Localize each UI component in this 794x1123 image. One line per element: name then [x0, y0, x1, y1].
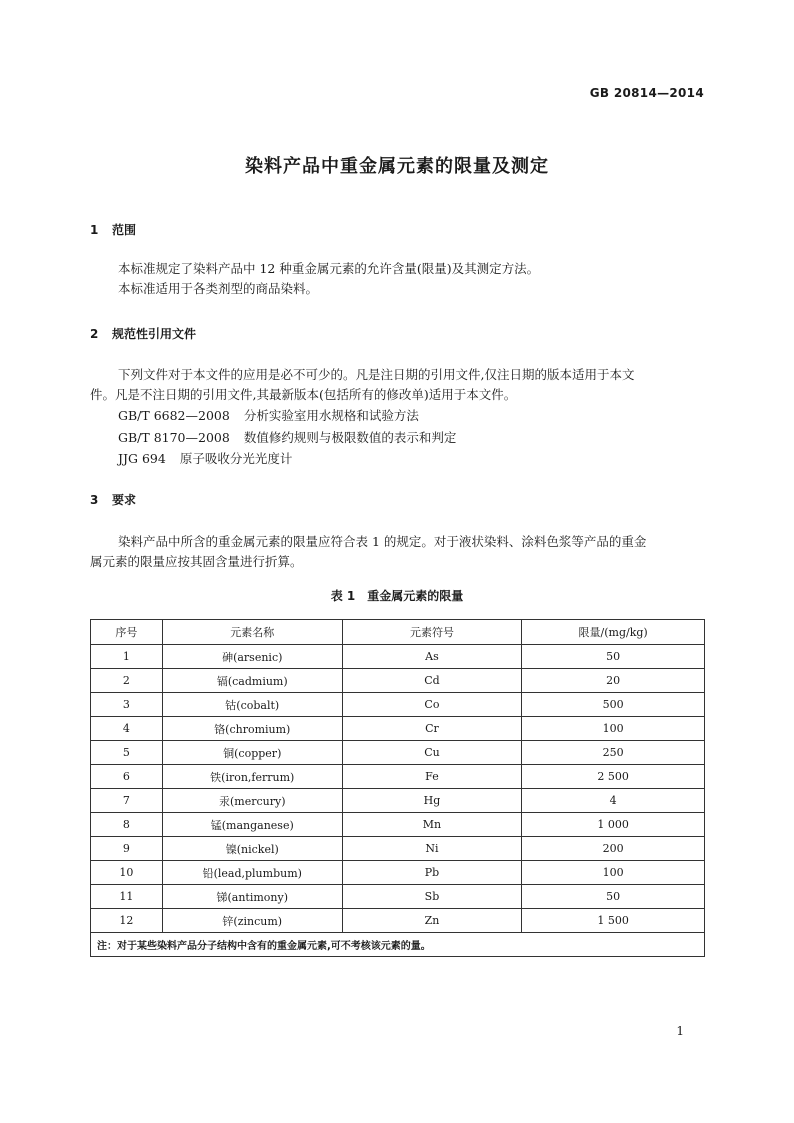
table-caption: 表 1 重金属元素的限量: [330, 589, 464, 603]
cell-index: 7: [91, 789, 163, 813]
cell-limit: 100: [522, 861, 705, 885]
reference-title: 分析实验室用水规格和试验方法: [243, 408, 419, 423]
table-row: [91, 885, 705, 909]
cell-element-name: 镉(cadmium): [162, 669, 342, 693]
cell-element-symbol: As: [342, 645, 522, 669]
cell-limit: 200: [522, 837, 705, 861]
table-note: 注：对于某些染料产品分子结构中含有的重金属元素,可不考核该元素的量。: [91, 933, 705, 957]
cell-element-symbol: Co: [342, 693, 522, 717]
reference-item: [118, 428, 456, 446]
section-1-paragraph: 本标准规定了染料产品中 12 种重金属元素的允许含量(限量)及其测定方法。: [118, 261, 540, 276]
table-row: [91, 813, 705, 837]
column-header-element-name: 元素名称: [162, 620, 342, 645]
heavy-metal-limits-table: [90, 619, 705, 957]
cell-index: 4: [91, 717, 163, 741]
cell-element-name: 镍(nickel): [162, 837, 342, 861]
table-row: [91, 741, 705, 765]
cell-index: 8: [91, 813, 163, 837]
reference-title: 数值修约规则与极限数值的表示和判定: [243, 430, 457, 445]
cell-element-symbol: Cd: [342, 669, 522, 693]
cell-limit: 50: [522, 885, 705, 909]
section-3-title: 要求: [112, 493, 137, 507]
section-2-heading: [90, 325, 196, 342]
section-2-number: 2: [90, 327, 99, 341]
reference-code: GB/T 8170—2008: [118, 430, 230, 445]
table-row: [91, 717, 705, 741]
section-2-title: 规范性引用文件: [112, 327, 197, 341]
section-1-body: [90, 259, 706, 299]
column-header-limit: 限量/(mg/kg): [522, 620, 705, 645]
section-2-intro: [90, 365, 706, 405]
reference-title: 原子吸收分光光度计: [179, 451, 293, 466]
cell-limit: 100: [522, 717, 705, 741]
cell-index: 1: [91, 645, 163, 669]
section-1-heading: [90, 221, 136, 238]
cell-element-name: 汞(mercury): [162, 789, 342, 813]
cell-index: 9: [91, 837, 163, 861]
reference-item: [118, 406, 419, 424]
standard-code: GB 20814—2014: [589, 86, 704, 100]
cell-element-symbol: Fe: [342, 765, 522, 789]
cell-element-name: 钴(cobalt): [162, 693, 342, 717]
cell-element-symbol: Mn: [342, 813, 522, 837]
section-3-body: [90, 532, 706, 572]
cell-limit: 2 500: [522, 765, 705, 789]
table-row: [91, 645, 705, 669]
document-title: 染料产品中重金属元素的限量及测定: [245, 156, 549, 177]
cell-element-name: 锌(zincum): [162, 909, 342, 933]
cell-limit: 500: [522, 693, 705, 717]
cell-limit: 4: [522, 789, 705, 813]
cell-limit: 250: [522, 741, 705, 765]
cell-element-name: 铜(copper): [162, 741, 342, 765]
cell-limit: 1 500: [522, 909, 705, 933]
section-3-line: 染料产品中所含的重金属元素的限量应符合表 1 的规定。对于液状染料、涂料色浆等产品的重金: [118, 534, 647, 549]
table-row: [91, 765, 705, 789]
cell-index: 6: [91, 765, 163, 789]
cell-limit: 1 000: [522, 813, 705, 837]
cell-element-name: 铬(chromium): [162, 717, 342, 741]
section-2-intro-line: 件。凡是不注日期的引用文件,其最新版本(包括所有的修改单)适用于本文件。: [90, 387, 517, 402]
table-header-row: [91, 620, 705, 645]
cell-element-name: 锑(antimony): [162, 885, 342, 909]
section-3-number: 3: [90, 493, 99, 507]
cell-index: 3: [91, 693, 163, 717]
page-number: 1: [676, 1024, 684, 1038]
column-header-element-symbol: 元素符号: [342, 620, 522, 645]
cell-index: 10: [91, 861, 163, 885]
cell-element-symbol: Sb: [342, 885, 522, 909]
table-row: [91, 861, 705, 885]
section-1-number: 1: [90, 223, 99, 237]
column-header-index: 序号: [91, 620, 163, 645]
reference-code: GB/T 6682—2008: [118, 408, 230, 423]
cell-element-symbol: Cr: [342, 717, 522, 741]
section-2-intro-line: 下列文件对于本文件的应用是必不可少的。凡是注日期的引用文件,仅注日期的版本适用于本文: [118, 367, 635, 382]
cell-index: 2: [91, 669, 163, 693]
table-row: [91, 669, 705, 693]
cell-limit: 20: [522, 669, 705, 693]
cell-element-symbol: Cu: [342, 741, 522, 765]
cell-element-symbol: Ni: [342, 837, 522, 861]
table-row: [91, 789, 705, 813]
section-3-line: 属元素的限量应按其固含量进行折算。: [90, 554, 303, 569]
cell-index: 5: [91, 741, 163, 765]
cell-element-symbol: Zn: [342, 909, 522, 933]
cell-element-symbol: Hg: [342, 789, 522, 813]
section-1-title: 范围: [112, 223, 137, 237]
cell-element-name: 锰(manganese): [162, 813, 342, 837]
table-row: [91, 909, 705, 933]
table-row: [91, 837, 705, 861]
cell-limit: 50: [522, 645, 705, 669]
cell-index: 11: [91, 885, 163, 909]
section-3-heading: [90, 491, 136, 508]
table-row: [91, 693, 705, 717]
cell-element-name: 铅(lead,plumbum): [162, 861, 342, 885]
reference-code: JJG 694: [118, 451, 166, 466]
cell-element-name: 铁(iron,ferrum): [162, 765, 342, 789]
cell-element-symbol: Pb: [342, 861, 522, 885]
section-1-paragraph: 本标准适用于各类剂型的商品染料。: [118, 281, 319, 296]
table-note-row: [91, 933, 705, 957]
cell-index: 12: [91, 909, 163, 933]
cell-element-name: 砷(arsenic): [162, 645, 342, 669]
reference-item: [118, 449, 292, 467]
